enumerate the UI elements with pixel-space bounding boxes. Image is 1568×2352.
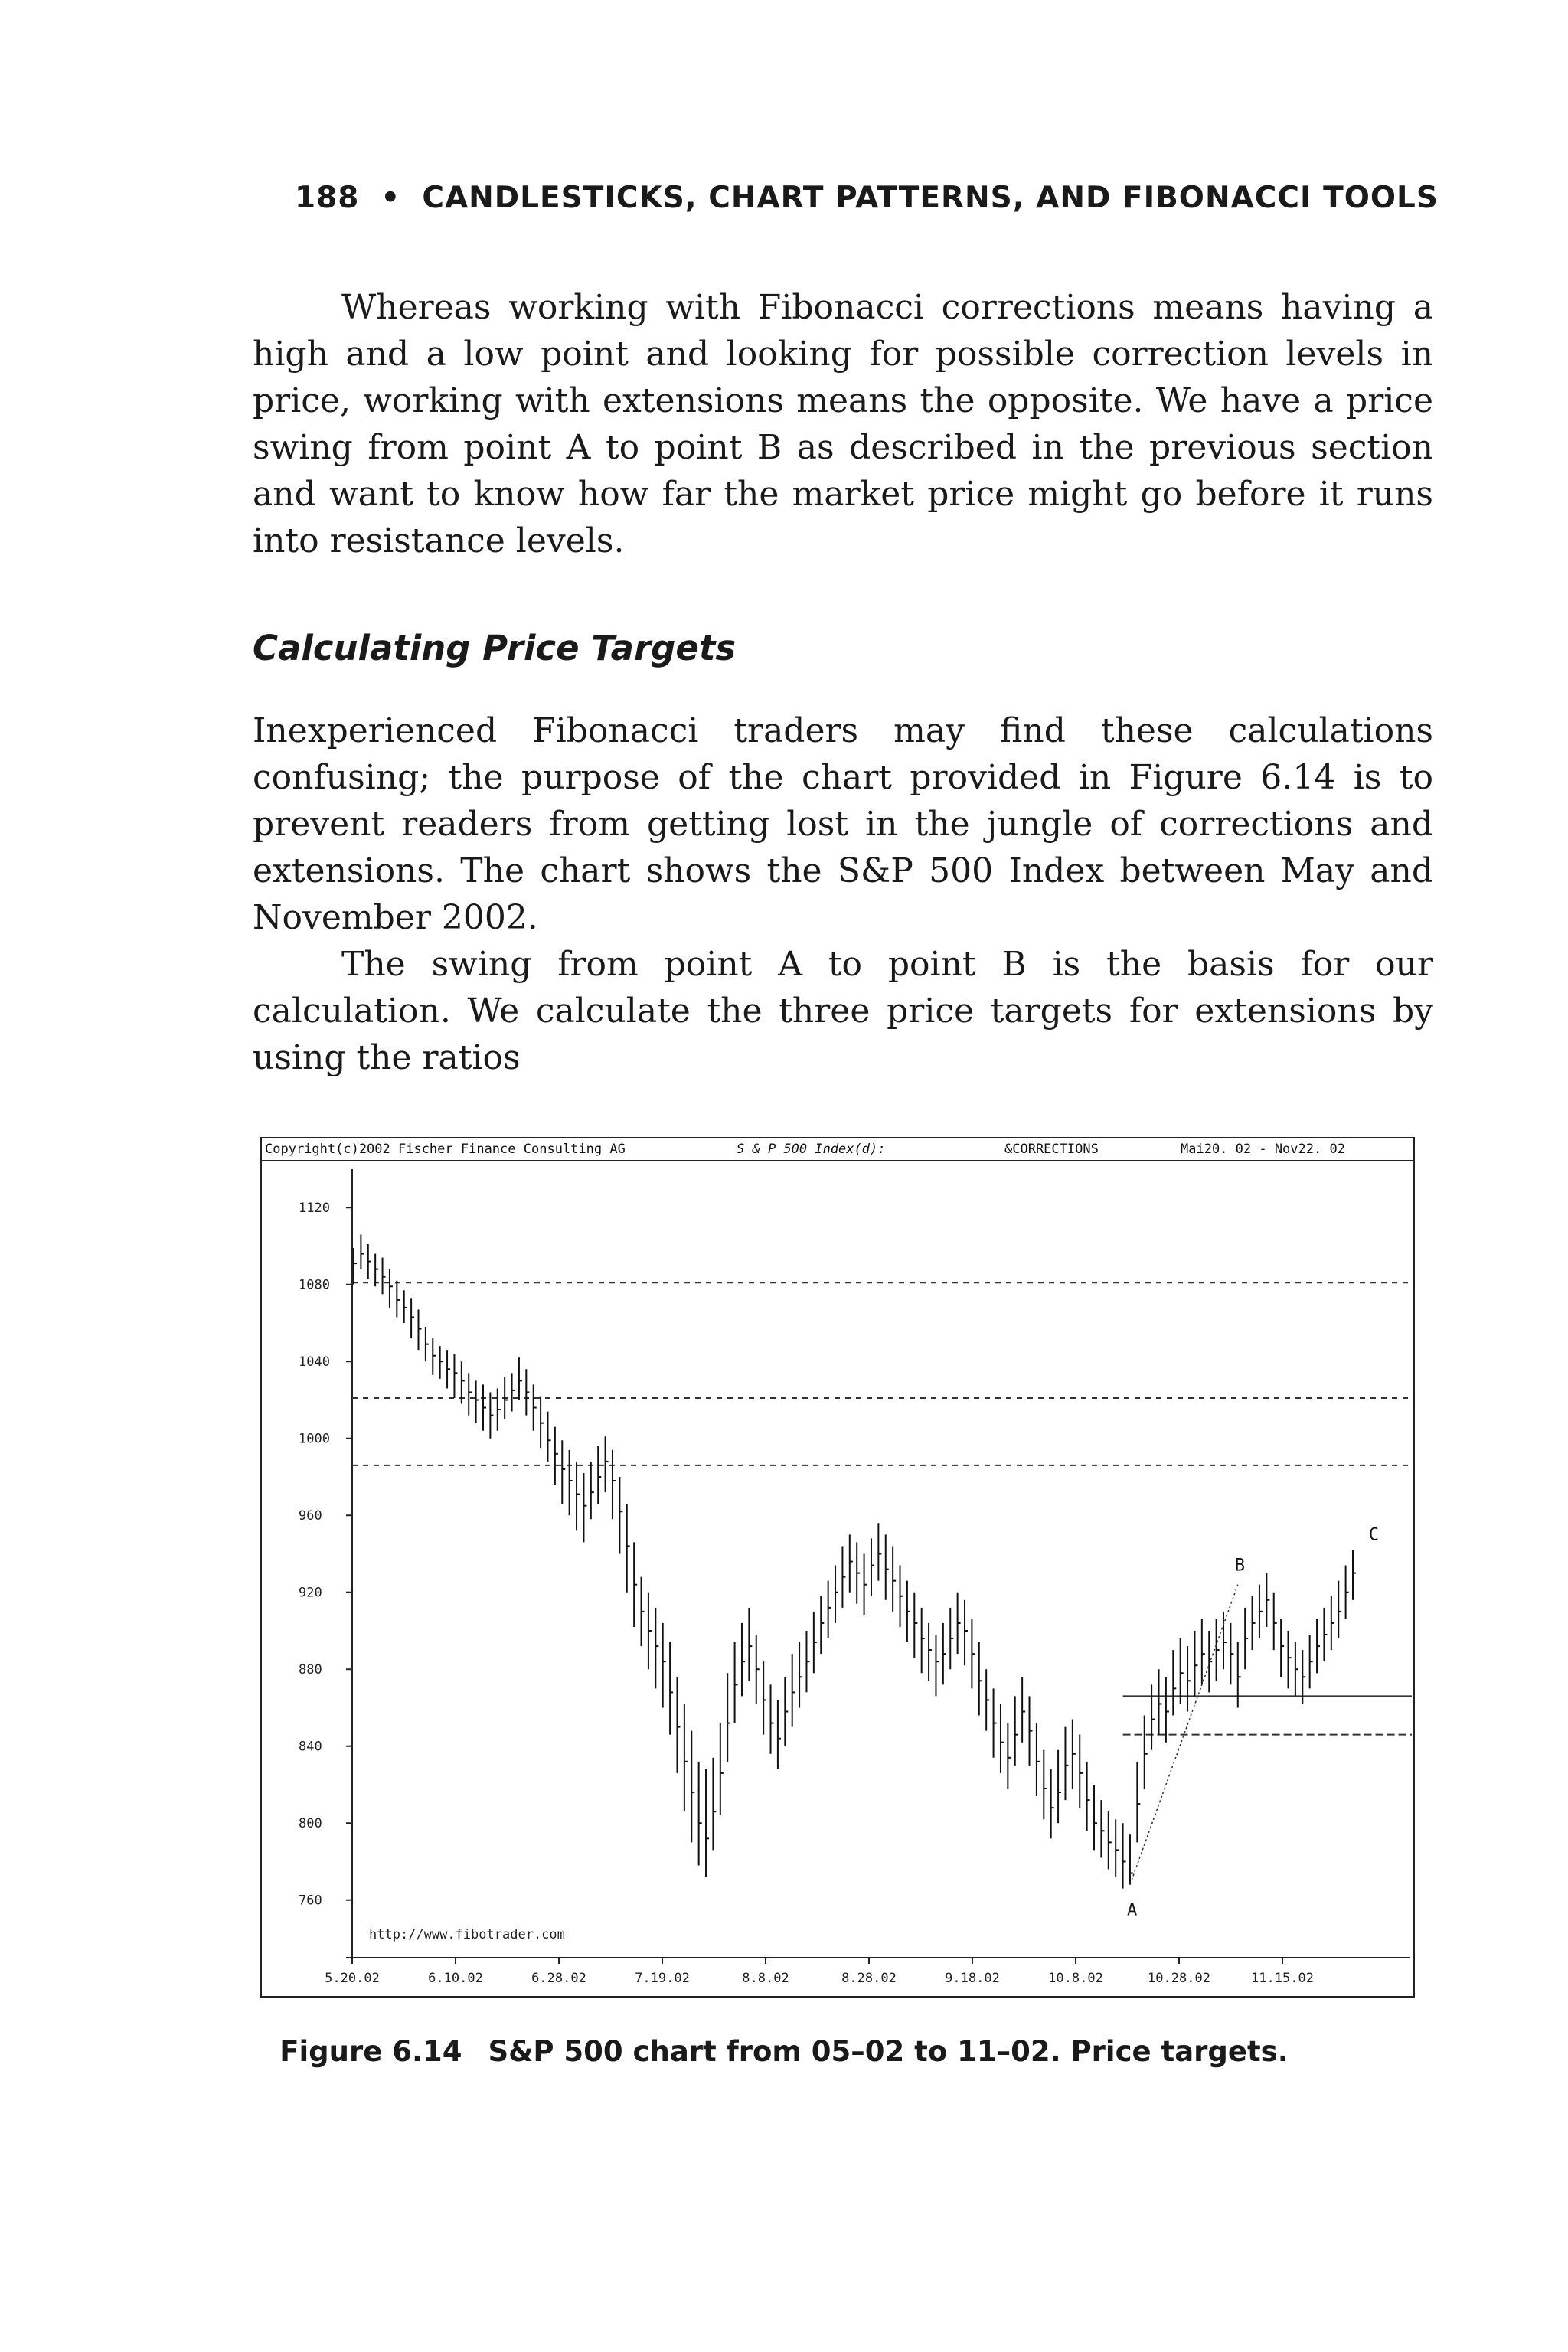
chart-header bbox=[262, 1138, 1413, 1161]
y-tick-label: 840 bbox=[299, 1739, 322, 1755]
y-tick-label: 960 bbox=[299, 1508, 322, 1524]
y-tick-label: 1120 bbox=[299, 1200, 330, 1217]
body-text-upper bbox=[253, 284, 1433, 564]
y-tick-label: 880 bbox=[299, 1662, 322, 1678]
x-tick-label: 10.28.02 bbox=[1148, 1971, 1210, 1986]
chart-date-range: Mai20. 02 - Nov22. 02 bbox=[1181, 1142, 1345, 1157]
x-tick-label: 8.28.02 bbox=[841, 1971, 897, 1986]
page-number: 188 bbox=[295, 181, 360, 215]
x-tick-label: 11.15.02 bbox=[1251, 1971, 1314, 1986]
x-tick-label: 6.10.02 bbox=[428, 1971, 483, 1986]
y-tick-label: 920 bbox=[299, 1585, 322, 1601]
paragraph-2: Inexperienced Fibonacci traders may find these calculations confusing; the purpose of the chart provided in Figure 6.14 is to prevent readers from getting lost in the jungle of corrections and extensions. The chart shows the S&P 500 Index between May and November 2002. bbox=[253, 711, 1433, 937]
chart-copyright: Copyright(c)2002 Fischer Finance Consulting AG bbox=[265, 1142, 626, 1157]
x-tick-label: 8.8.02 bbox=[742, 1971, 789, 1986]
chart-watermark: http://www.fibotrader.com bbox=[369, 1927, 565, 1942]
running-head bbox=[295, 181, 1443, 215]
body-text-lower bbox=[253, 707, 1433, 1081]
y-tick-label: 800 bbox=[299, 1816, 322, 1832]
figure-chart bbox=[260, 1137, 1415, 1998]
chart-study: &CORRECTIONS bbox=[1004, 1142, 1099, 1157]
intro-paragraph: Whereas working with Fibonacci corrections means having a high and a low point and looking for possible correction levels in price, working with extensions means the opposite. We have a price swing from point A to point B as described in the previous section and want to know how far the market price might go before it runs into resistance levels. bbox=[253, 288, 1433, 560]
point-label-c: C bbox=[1368, 1525, 1380, 1545]
y-tick-label: 760 bbox=[299, 1893, 322, 1909]
y-tick-label: 1080 bbox=[299, 1277, 330, 1293]
figure-caption-text: S&P 500 chart from 05–02 to 11–02. Price targets. bbox=[488, 2035, 1289, 2068]
x-tick-label: 10.8.02 bbox=[1048, 1971, 1103, 1986]
figure-caption bbox=[0, 2035, 1568, 2068]
figure-caption-label: Figure 6.14 bbox=[279, 2035, 462, 2068]
y-tick-label: 1000 bbox=[299, 1431, 330, 1447]
point-label-a: A bbox=[1126, 1900, 1138, 1920]
running-head-separator: • bbox=[381, 181, 401, 215]
running-head-title: CANDLESTICKS, CHART PATTERNS, AND FIBONACCI TOOLS bbox=[422, 181, 1439, 215]
point-label-b: B bbox=[1234, 1556, 1246, 1576]
x-tick-label: 5.20.02 bbox=[325, 1971, 380, 1986]
price-chart bbox=[262, 1161, 1413, 1996]
y-tick-label: 1040 bbox=[299, 1354, 330, 1370]
section-heading: Calculating Price Targets bbox=[253, 628, 737, 668]
x-tick-label: 7.19.02 bbox=[635, 1971, 690, 1986]
x-tick-label: 6.28.02 bbox=[531, 1971, 586, 1986]
x-tick-label: 9.18.02 bbox=[945, 1971, 1000, 1986]
paragraph-3: The swing from point A to point B is the basis for our calculation. We calculate the three price targets for extensions by using the ratios bbox=[253, 945, 1433, 1077]
chart-body bbox=[262, 1161, 1413, 1996]
chart-instrument: S & P 500 Index(d): bbox=[737, 1142, 886, 1157]
